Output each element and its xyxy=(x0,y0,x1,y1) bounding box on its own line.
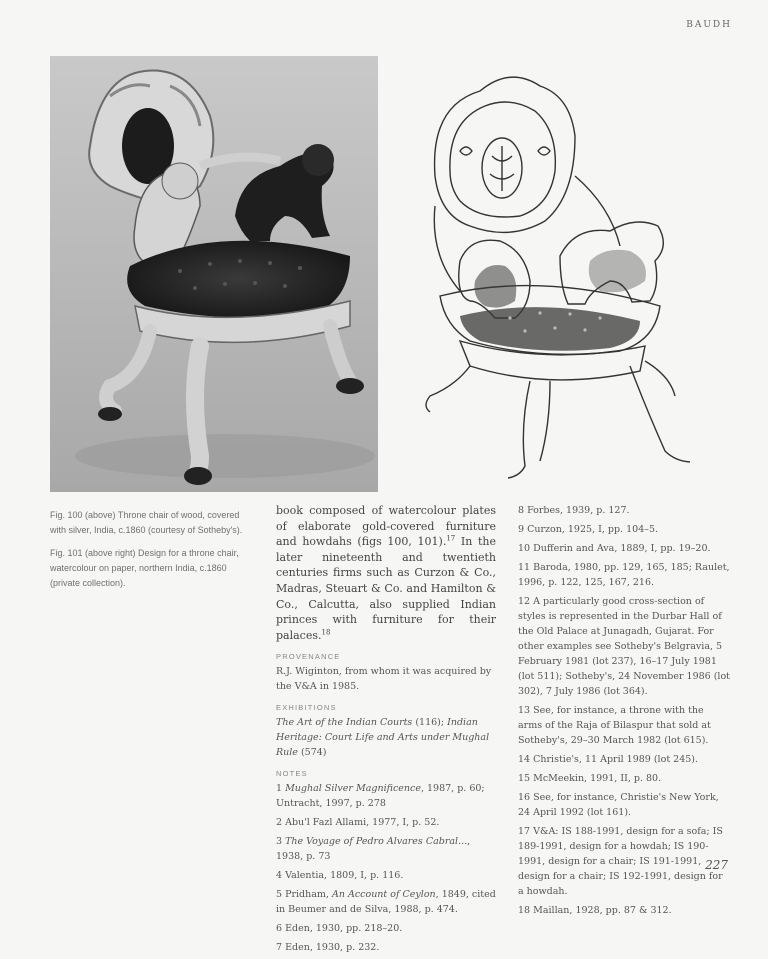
exhibition-title-2: Indian Heritage: Court Life and Arts under Mughal Rule xyxy=(276,717,490,759)
note-5: 5 Pridham, An Account of Ceylon, 1849, cited in Beumer and de Silva, 1988, p. 474. xyxy=(276,889,496,916)
caption-fig-100: Fig. 100 (above) Throne chair of wood, covered with silver, India, c.1860 (courtesy of Sotheby's). xyxy=(50,510,243,535)
note-8: 8 Forbes, 1939, p. 127. xyxy=(518,505,630,516)
throne-chair-design-illustration xyxy=(400,56,730,492)
body-text-part1: book composed of watercolour plates of elaborate gold-covered furniture and howdahs (figs 100, 101). xyxy=(276,504,496,549)
throne-chair-photo-illustration xyxy=(50,56,378,492)
note-1: 1 Mughal Silver Magnificence, 1987, p. 60; Untracht, 1997, p. 278 xyxy=(276,783,485,810)
footnote-ref-18[interactable]: 18 xyxy=(321,628,331,637)
footnote-ref-17[interactable]: 17 xyxy=(446,534,456,543)
body-text-part2: In the later nineteenth and twentieth centuries firms such as Curzon & Co., Madras, Steuart & Co. and Hamilton & Co., Calcutta, also supplied Indian princes with furniture for their palaces. xyxy=(276,535,496,642)
figure-100-photo xyxy=(50,56,378,492)
note-18: 18 Maillan, 1928, pp. 87 & 312. xyxy=(518,905,672,916)
running-head: BAUDH xyxy=(686,20,732,30)
note-15: 15 McMeekin, 1991, II, p. 80. xyxy=(518,773,662,784)
body-paragraph xyxy=(276,503,496,643)
note-17: 17 V&A: IS 188-1991, design for a sofa; IS 189-1991, design for a howdah; IS 190-1991, design for a chair; IS 191-1991, design for a chair; IS 192-1991, design for a howdah. xyxy=(518,826,723,897)
exhibition-num-2: (574) xyxy=(297,747,327,759)
note-12: 12 A particularly good cross-section of styles is represented in the Durbar Hall of the Old Palace at Junagadh, Gujarat. For other examples see Sotheby's Belgravia, 5 February 1981 (lot 237), 16–17 July 1981 (lot 511); Sotheby's, 24 November 1986 (lot 302), 7 July 1986 (lot 364). xyxy=(518,596,731,697)
note-7: 7 Eden, 1930, p. 232. xyxy=(276,942,380,954)
figure-101-drawing xyxy=(400,56,730,492)
note-4: 4 Valentia, 1809, I, p. 116. xyxy=(276,870,404,882)
note-10: 10 Dufferin and Ava, 1889, I, pp. 19–20. xyxy=(518,543,711,554)
caption-fig-101: Fig. 101 (above right) Design for a throne chair, watercolour on paper, northern India, c.1860 (private collection). xyxy=(50,548,239,588)
note-16: 16 See, for instance, Christie's New York, 24 April 1992 (lot 161). xyxy=(518,792,719,818)
note-14: 14 Christie's, 11 April 1989 (lot 245). xyxy=(518,754,699,765)
provenance-text: R.J. Wiginton, from whom it was acquired by the V&A in 1985. xyxy=(276,666,492,693)
exhibitions-label: EXHIBITIONS xyxy=(276,703,337,713)
provenance-label: PROVENANCE xyxy=(276,652,341,662)
note-6: 6 Eden, 1930, pp. 218–20. xyxy=(276,923,403,935)
text-column-middle xyxy=(276,503,496,959)
exhibitions-text xyxy=(276,715,496,760)
exhibition-num-1: (116); xyxy=(412,717,448,729)
note-11: 11 Baroda, 1980, pp. 129, 165, 185; Raulet, 1996, p. 122, 125, 167, 216. xyxy=(518,562,730,588)
note-3: 3 The Voyage of Pedro Alvares Cabral..., 1938, p. 73 xyxy=(276,836,471,863)
text-column-right xyxy=(518,503,730,922)
note-13: 13 See, for instance, a throne with the arms of the Raja of Bilaspur that sold at Sotheby's, 29–30 March 1982 (lot 615). xyxy=(518,705,711,746)
exhibition-title-1: The Art of the Indian Courts xyxy=(276,717,413,729)
page-number: 227 xyxy=(705,858,728,872)
note-9: 9 Curzon, 1925, I, pp. 104–5. xyxy=(518,524,659,535)
note-2: 2 Abu'l Fazl Allami, 1977, I, p. 52. xyxy=(276,817,440,829)
notes-label: NOTES xyxy=(276,769,308,779)
